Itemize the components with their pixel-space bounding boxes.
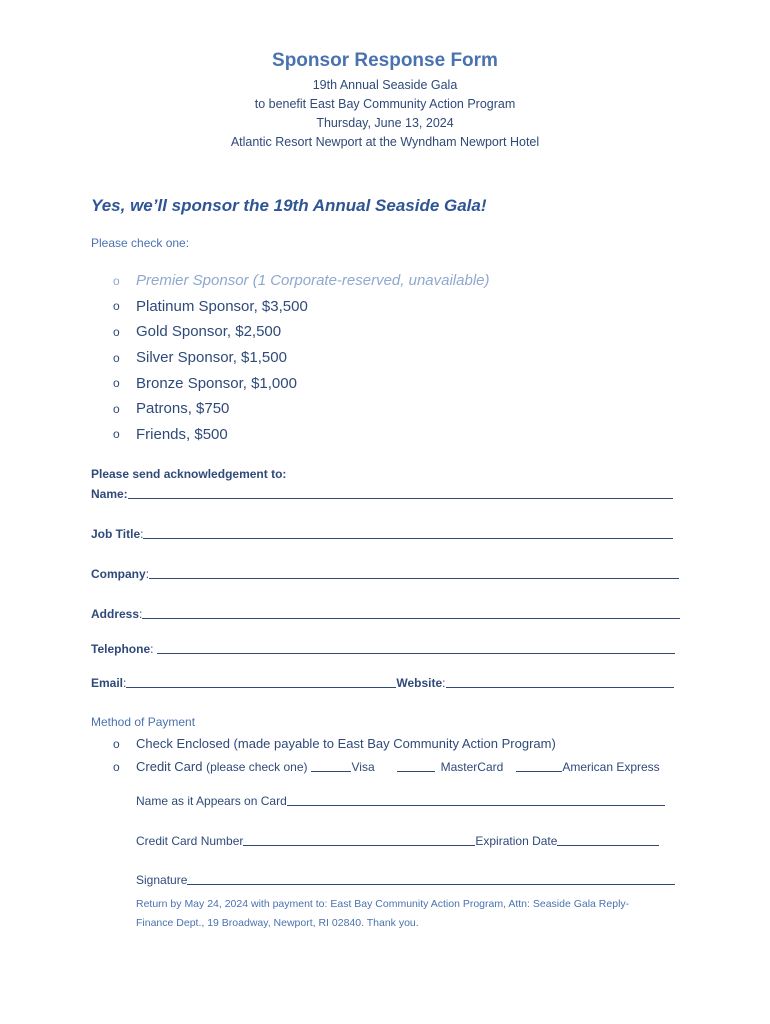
email-input-line[interactable] <box>126 676 396 688</box>
telephone-label: Telephone <box>91 642 151 656</box>
signature-field[interactable] <box>136 873 675 887</box>
sponsor-headline: Yes, we’ll sponsor the 19th Annual Seaside Gala! <box>91 196 487 215</box>
address-field[interactable] <box>91 607 680 621</box>
name-label: Name: <box>91 487 128 501</box>
job-title-field[interactable] <box>91 527 673 541</box>
tier-label: Gold Sponsor, $2,500 <box>136 323 282 341</box>
expiration-input-line[interactable] <box>557 834 659 846</box>
website-input-line[interactable] <box>446 676 674 688</box>
tier-label: Patrons, $750 <box>136 400 230 418</box>
tier-label: Silver Sponsor, $1,500 <box>136 349 287 367</box>
job-title-colon: : <box>140 527 144 541</box>
payment-option-credit[interactable] <box>113 759 660 774</box>
sponsor-tier-list <box>113 268 490 447</box>
expiration-label: Expiration Date <box>475 834 558 848</box>
mastercard-label: MasterCard <box>440 760 504 774</box>
tier-label: Friends, $500 <box>136 425 228 443</box>
checkbox-icon[interactable]: o <box>113 760 120 774</box>
job-title-label: Job Title <box>91 527 141 541</box>
tier-option-platinum[interactable] <box>113 294 490 320</box>
payment-method-heading: Method of Payment <box>91 715 196 729</box>
signature-label: Signature <box>136 873 188 887</box>
visa-label: Visa <box>351 760 375 774</box>
check-one-instruction: Please check one: <box>91 236 190 250</box>
tier-option-premier <box>113 268 490 294</box>
name-on-card-field[interactable] <box>136 794 665 808</box>
tier-option-friends[interactable] <box>113 422 490 448</box>
email-colon: : <box>123 676 127 690</box>
checkbox-icon[interactable]: o <box>113 299 120 314</box>
acknowledgement-heading: Please send acknowledgement to: <box>91 467 287 481</box>
event-name: 19th Annual Seaside Gala <box>312 78 458 92</box>
name-input-line[interactable] <box>128 487 673 499</box>
checkbox-icon[interactable]: o <box>113 737 120 751</box>
telephone-field[interactable] <box>91 642 675 656</box>
address-input-line[interactable] <box>142 607 680 619</box>
address-label: Address <box>91 607 140 621</box>
checkbox-icon[interactable]: o <box>113 427 120 442</box>
return-line-1: Return by May 24, 2024 with payment to: East Bay Community Action Program, Attn: Seaside Gala Reply- <box>136 898 630 910</box>
checkbox-icon: o <box>113 273 120 288</box>
name-on-card-input-line[interactable] <box>287 794 665 806</box>
credit-card-label: Credit Card <box>136 759 203 774</box>
company-field[interactable] <box>91 567 679 581</box>
tier-option-bronze[interactable] <box>113 370 490 396</box>
company-colon: : <box>145 567 150 581</box>
website-label: Website <box>396 676 443 690</box>
tier-option-patrons[interactable] <box>113 396 490 422</box>
email-label: Email <box>91 676 124 690</box>
amex-check-line[interactable] <box>516 760 562 772</box>
tier-label: Bronze Sponsor, $1,000 <box>136 374 297 392</box>
tier-label: Premier Sponsor (1 Corporate-reserved, unavailable) <box>136 272 490 290</box>
mastercard-check-line[interactable] <box>397 760 435 772</box>
event-beneficiary: to benefit East Bay Community Action Program <box>254 97 516 111</box>
name-on-card-label: Name as it Appears on Card <box>136 794 287 808</box>
checkbox-icon[interactable]: o <box>113 324 120 339</box>
email-website-field <box>91 676 674 690</box>
job-title-input-line[interactable] <box>143 527 673 539</box>
return-instructions <box>136 895 681 933</box>
payment-option-check[interactable] <box>113 736 556 751</box>
company-label: Company <box>91 567 146 581</box>
signature-input-line[interactable] <box>187 873 675 885</box>
visa-check-line[interactable] <box>311 760 351 772</box>
name-field[interactable] <box>91 487 673 501</box>
checkbox-icon[interactable]: o <box>113 376 120 391</box>
tier-option-gold[interactable] <box>113 319 490 345</box>
card-number-field <box>136 834 659 848</box>
form-title: Sponsor Response Form <box>272 50 498 71</box>
website-colon: : <box>442 676 446 690</box>
event-date: Thursday, June 13, 2024 <box>316 116 454 130</box>
checkbox-icon[interactable]: o <box>113 350 120 365</box>
telephone-colon: : <box>150 642 157 656</box>
company-input-line[interactable] <box>149 567 679 579</box>
tier-label: Platinum Sponsor, $3,500 <box>136 297 308 315</box>
check-enclosed-label: Check Enclosed (made payable to East Bay Community Action Program) <box>136 736 556 751</box>
address-colon: : <box>139 607 143 621</box>
card-number-label: Credit Card Number <box>136 834 244 848</box>
card-number-input-line[interactable] <box>243 834 475 846</box>
credit-card-note: (please check one) <box>206 760 308 774</box>
amex-label: American Express <box>562 760 660 774</box>
event-venue: Atlantic Resort Newport at the Wyndham Newport Hotel <box>230 135 540 149</box>
telephone-input-line[interactable] <box>157 642 675 654</box>
return-line-2: Finance Dept., 19 Broadway, Newport, RI 02840. Thank you. <box>136 917 419 929</box>
checkbox-icon[interactable]: o <box>113 401 120 416</box>
tier-option-silver[interactable] <box>113 345 490 371</box>
